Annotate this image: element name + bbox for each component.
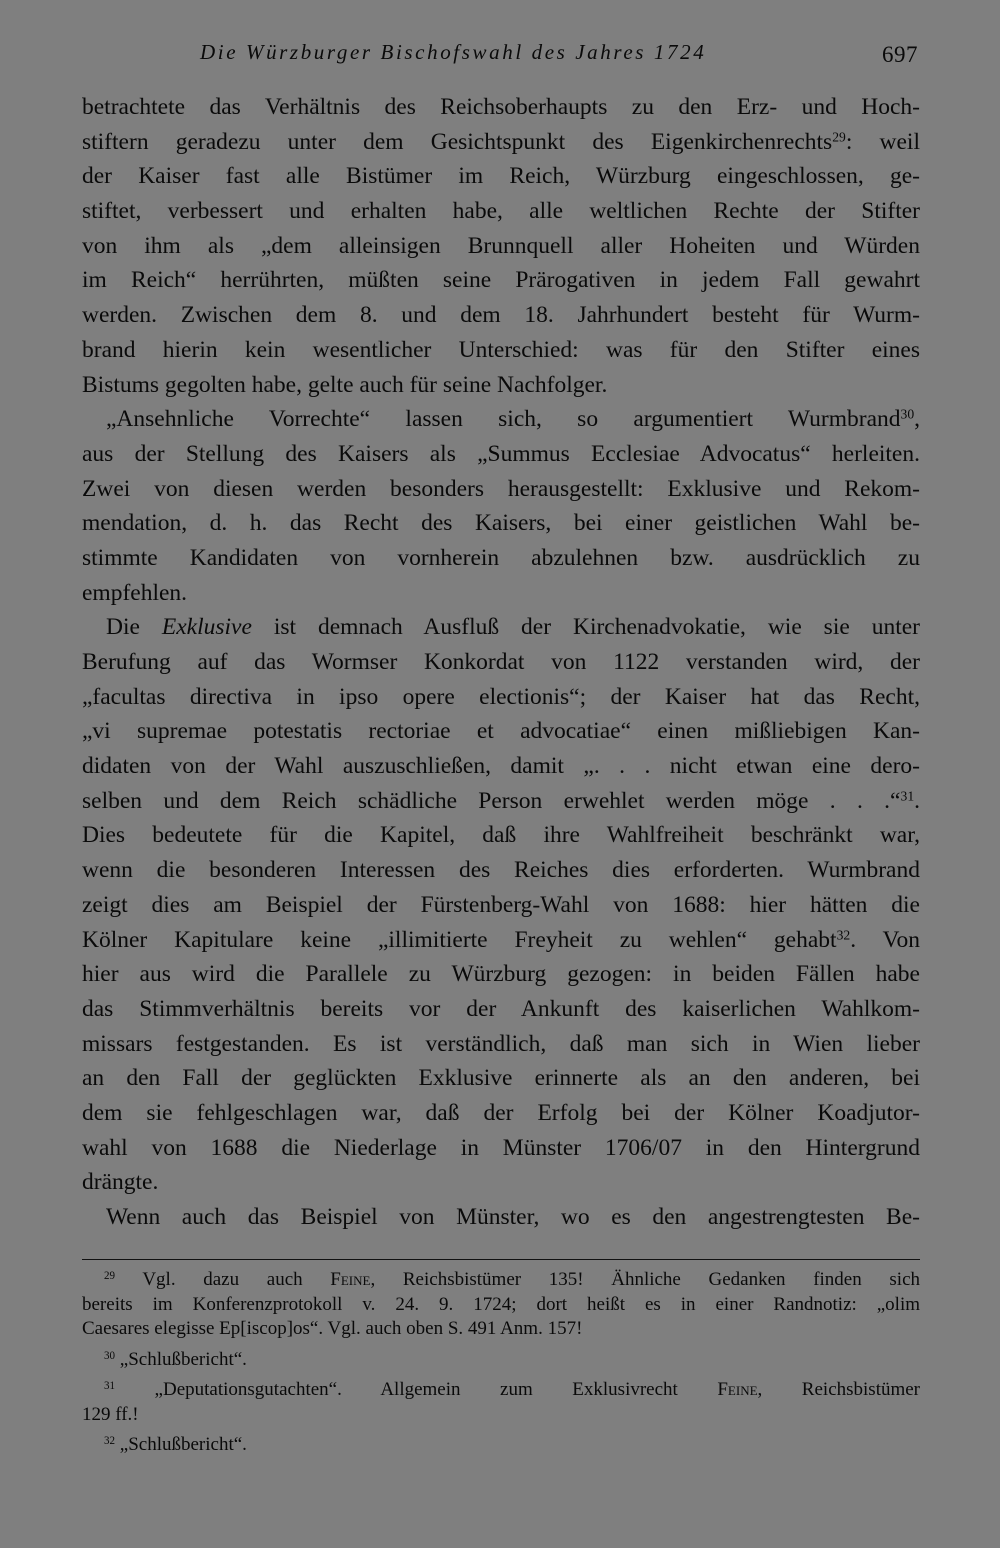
main-text — [82, 90, 920, 1235]
footnote-ref-32: 32 — [836, 927, 851, 943]
footnote-number: 30 — [104, 1349, 116, 1362]
text-line: im Reich“ herrührten, müßten seine Prärogativen in jedem Fall gewahrt — [82, 267, 920, 294]
author-name: Feine — [330, 1269, 371, 1290]
text-line: „Ansehnliche Vorrechte“ lassen sich, so argumentiert Wurmbrand$^{30}$, — [106, 406, 920, 433]
footnote-separator — [82, 1259, 920, 1260]
footnote-30: $^{30}$ „Schlußbericht“. — [104, 1348, 247, 1370]
text-line: werden. Zwischen dem 8. und dem 18. Jahrhundert besteht für Wurm- — [82, 302, 920, 329]
footnote-ref-31: 31 — [900, 788, 915, 804]
text-line: an den Fall der geglückten Exklusive erinnerte als an den anderen, bei — [82, 1065, 920, 1092]
text-line: stimmte Kandidaten von vornherein abzulehnen bzw. ausdrücklich zu — [82, 544, 920, 571]
page-number: 697 — [882, 42, 918, 67]
text-line: wenn die besonderen Interessen des Reiches dies erforderten. Wurmbrand — [82, 857, 920, 884]
text-line: drängte. — [82, 1169, 159, 1196]
italic-term: Exklusive — [161, 614, 252, 641]
text-line: empfehlen. — [82, 579, 188, 606]
text-line: selben und dem Reich schädliche Person erwehlet werden möge . . .“$^{31}$. — [82, 787, 920, 814]
footnote-32: $^{32}$ „Schlußbericht“. — [104, 1434, 247, 1455]
footnote-number: 32 — [104, 1434, 116, 1447]
text-line: didaten von der Wahl auszuschließen, damit „. . . nicht etwan eine dero- — [82, 753, 920, 780]
text-line: stiftet, verbessert und erhalten habe, alle weltlichen Rechte der Stifter — [82, 198, 920, 225]
author-name: Feine — [717, 1379, 758, 1400]
footnote-29: $^{29}$ Vgl. dazu auch Feine, Reichsbistümer 135! Ähnliche Gedanken finden sich — [104, 1269, 921, 1290]
text-line: Wenn auch das Beispiel von Münster, wo es den angestrengtesten Be- — [106, 1204, 920, 1230]
running-title: Die Würzburger Bischofswahl des Jahres 1724 — [200, 40, 707, 64]
text-line: wahl von 1688 die Niederlage in Münster 1706/07 in den Hintergrund — [82, 1134, 920, 1161]
text-line: der Kaiser fast alle Bistümer im Reich, Würzburg eingeschlossen, ge- — [82, 163, 920, 190]
text-line: stiftern geradezu unter dem Gesichtspunkt des Eigenkirchenrechts$^{29}$: weil — [82, 128, 920, 155]
text-line: Die Exklusive ist demnach Ausfluß der Kirchenadvokatie, wie sie unter — [106, 614, 920, 641]
footnote-line: Caesares elegisse Ep[iscop]os“. Vgl. auch oben S. 491 Anm. 157! — [82, 1318, 583, 1339]
text-line: mendation, d. h. das Recht des Kaisers, bei einer geistlichen Wahl be- — [82, 510, 920, 537]
text-line: Kölner Kapitulare keine „illimitierte Freyheit zu wehlen“ gehabt$^{32}$. Von — [82, 926, 920, 953]
text-line: betrachtete das Verhältnis des Reichsoberhaupts zu den Erz- und Hoch- — [82, 94, 920, 120]
text-line: „vi supremae potestatis rectoriae et advocatiae“ einen mißliebigen Kan- — [82, 718, 920, 745]
text-line: „facultas directiva in ipso opere electionis“; der Kaiser hat das Recht, — [82, 683, 920, 710]
text-line: dem sie fehlgeschlagen war, daß der Erfolg bei der Kölner Koadjutor- — [82, 1099, 920, 1126]
running-header — [82, 38, 920, 74]
footnote-number: 31 — [104, 1379, 116, 1392]
text-line: zeigt dies am Beispiel der Fürstenberg-Wahl von 1688: hier hätten die — [82, 891, 920, 918]
footnote-line: bereits im Konferenzprotokoll v. 24. 9. 1724; dort heißt es in einer Randnotiz: „olim — [82, 1293, 920, 1315]
text-line: Zwei von diesen werden besonders herausgestellt: Exklusive und Rekom- — [82, 475, 920, 502]
footnote-31: $^{31}$ „Deputationsgutachten“. Allgemein zum Exklusivrecht Feine, Reichsbistümer — [104, 1379, 921, 1400]
text-line: brand hierin kein wesentlicher Unterschied: was für den Stifter eines — [82, 336, 920, 363]
text-line: Berufung auf das Wormser Konkordat von 1122 verstanden wird, der — [82, 649, 920, 675]
text-line: Dies bedeutete für die Kapitel, daß ihre Wahlfreiheit beschränkt war, — [82, 822, 920, 849]
text-line: missars festgestanden. Es ist verständlich, daß man sich in Wien lieber — [82, 1030, 920, 1057]
text-line: aus der Stellung des Kaisers als „Summus Ecclesiae Advocatus“ herleiten. — [82, 440, 920, 467]
text-line: Bistums gegolten habe, gelte auch für seine Nachfolger. — [82, 371, 608, 398]
text-line: von ihm als „dem alleinsigen Brunnquell aller Hoheiten und Würden — [82, 232, 920, 259]
footnote-line: 129 ff.! — [82, 1403, 139, 1425]
text-line: hier aus wird die Parallele zu Würzburg gezogen: in beiden Fällen habe — [82, 961, 920, 988]
footnote-number: 29 — [104, 1269, 116, 1282]
text-line: das Stimmverhältnis bereits vor der Ankunft des kaiserlichen Wahlkom- — [82, 995, 920, 1022]
footnote-ref-29: 29 — [832, 129, 846, 145]
footnote-ref-30: 30 — [900, 406, 915, 422]
footnotes — [82, 1268, 920, 1458]
